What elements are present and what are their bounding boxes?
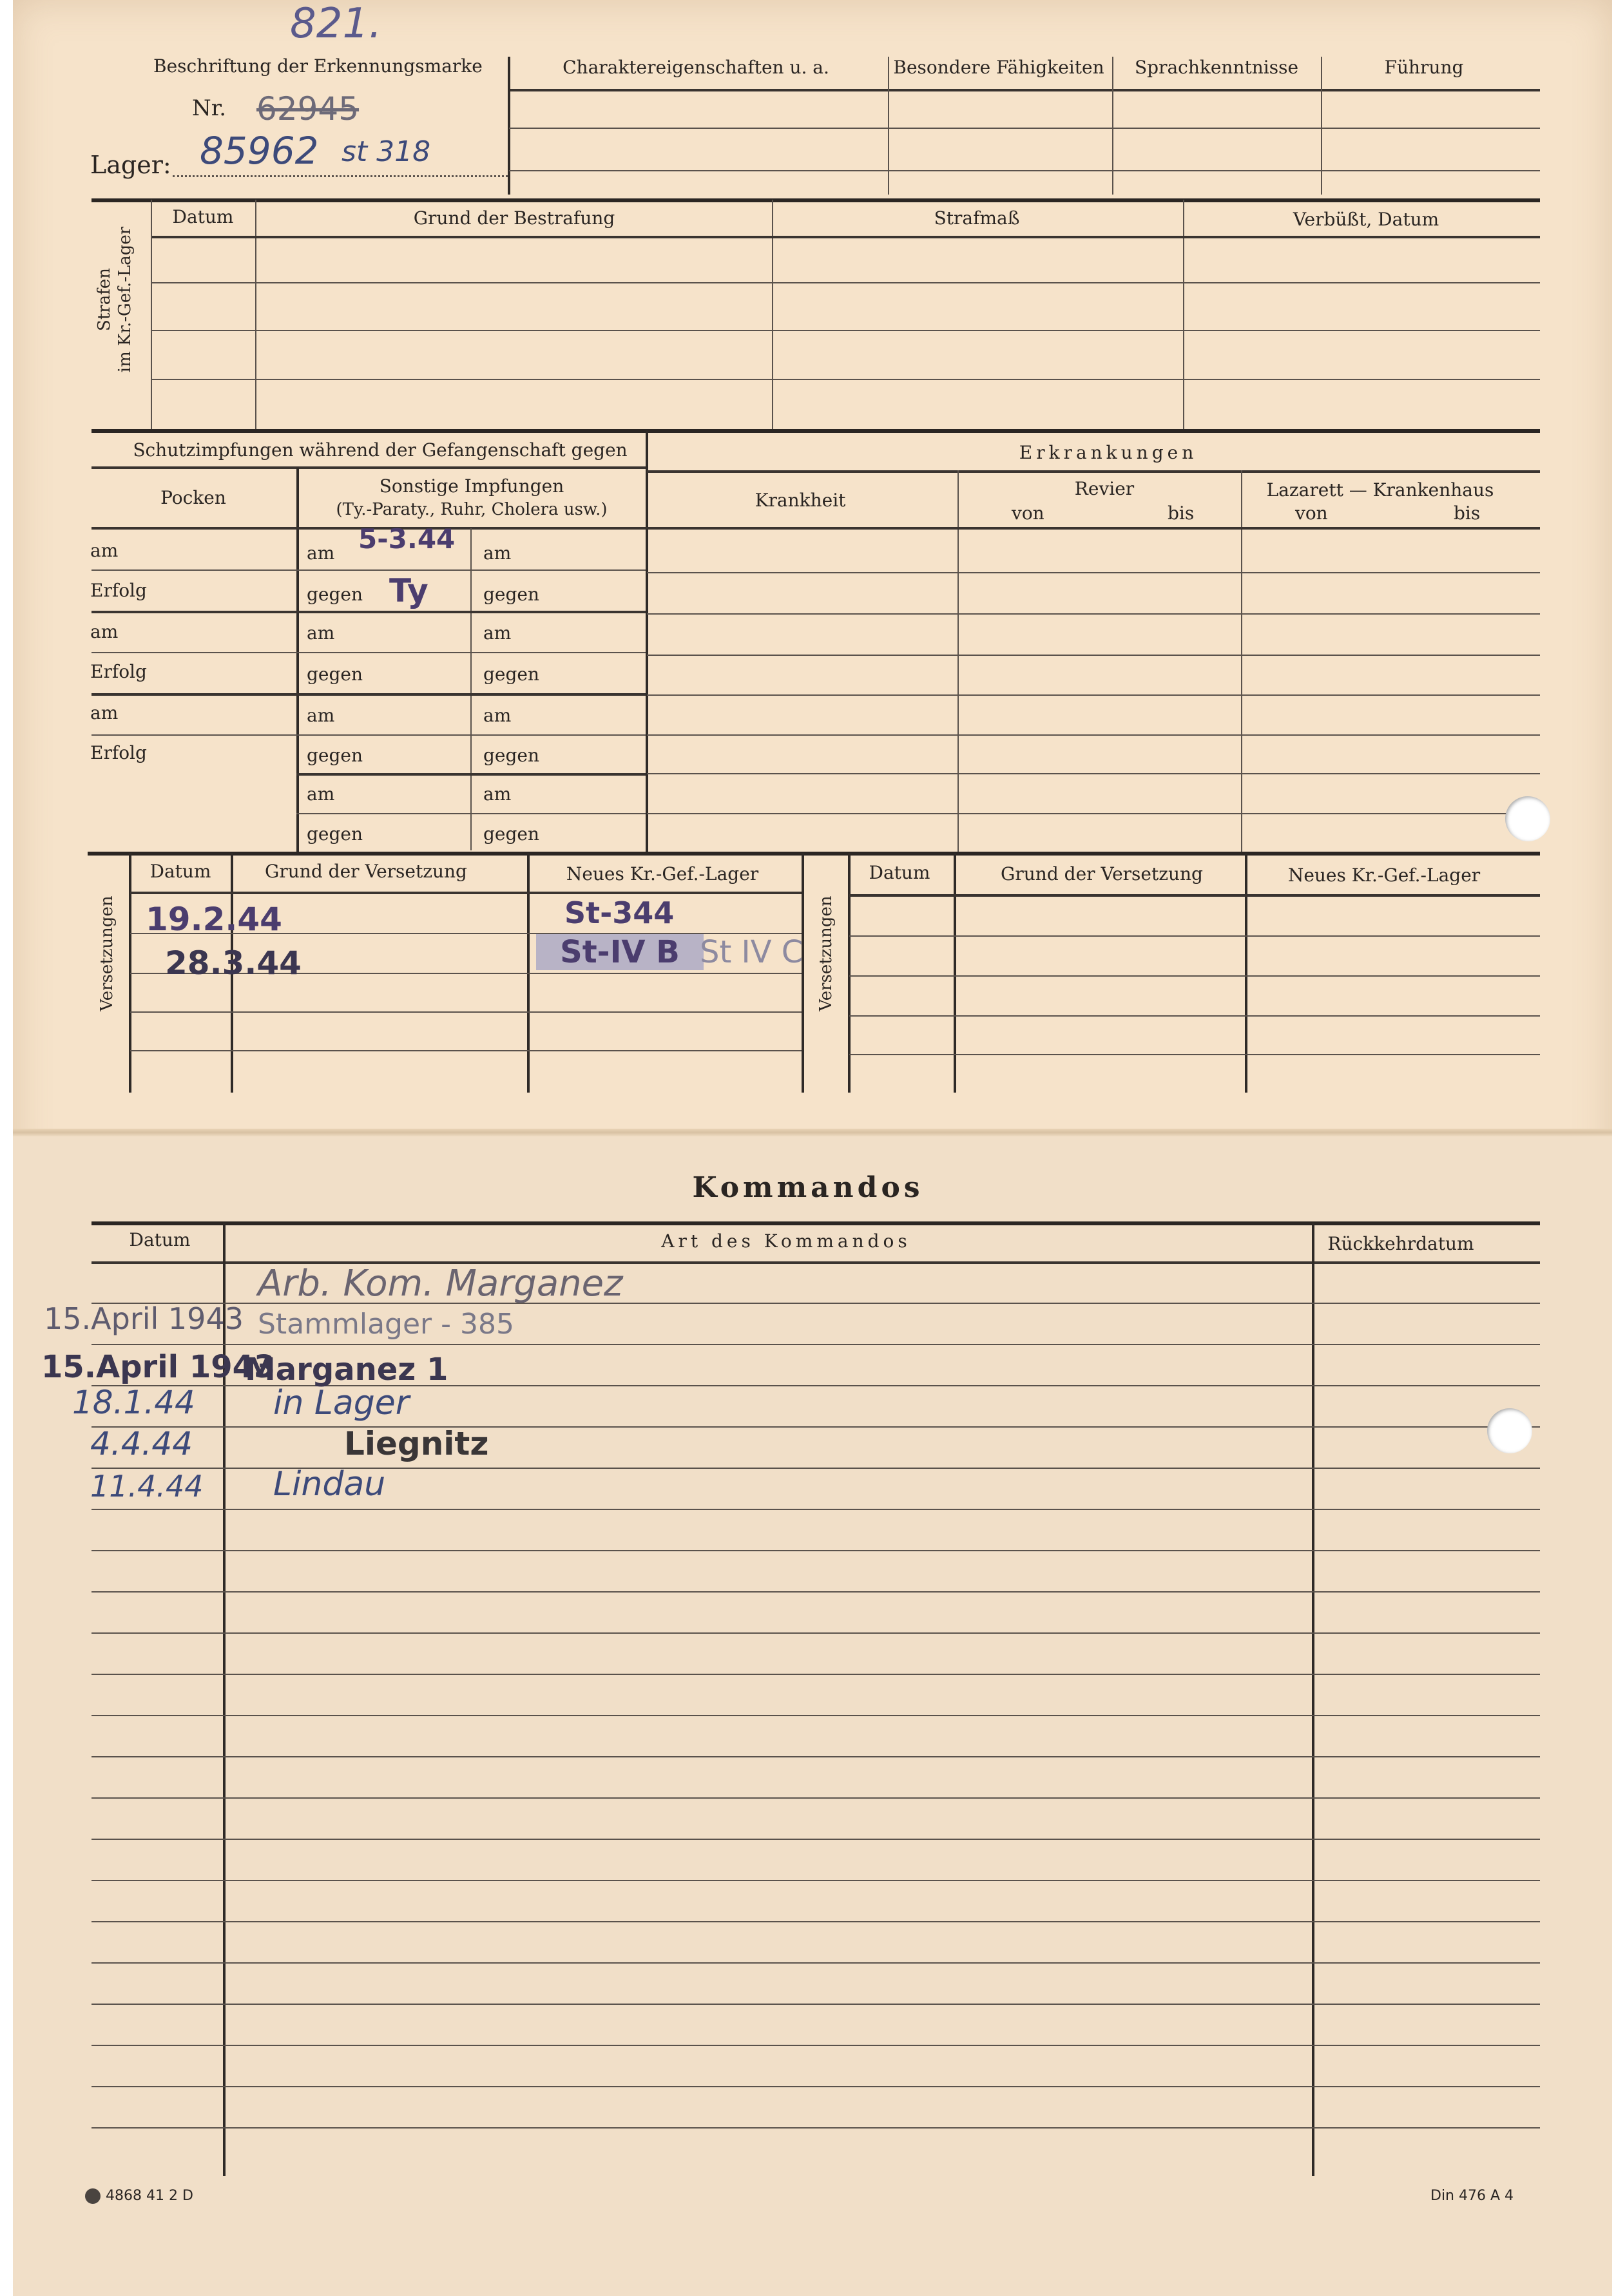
vers-right-lager: Neues Kr.-Gef.-Lager xyxy=(1287,865,1481,886)
vers-entry-1-lager: St-344 xyxy=(564,895,675,930)
kommando-note: Arb. Kom. Marganez xyxy=(258,1263,623,1305)
krankheit-label: Krankheit xyxy=(755,490,846,511)
erkennungsmarke-label: Beschriftung der Erkennungsmarke xyxy=(153,55,483,77)
kommandos-col-datum: Datum xyxy=(129,1229,191,1250)
pocken-erfolg-1: Erfolg xyxy=(90,580,147,601)
kommando-2-art: Marganez 1 xyxy=(245,1352,448,1388)
revier-label: Revier xyxy=(1074,478,1135,499)
header-divider xyxy=(508,57,510,195)
pocken-am-2: am xyxy=(90,621,119,642)
col-faehigkeiten: Besondere Fähigkeiten xyxy=(893,57,1104,78)
sonstige-types: (Ty.-Paraty., Ruhr, Cholera usw.) xyxy=(336,500,608,519)
header-rule xyxy=(509,89,1540,91)
vers-left-lager: Neues Kr.-Gef.-Lager xyxy=(566,863,759,885)
vers-right-grund: Grund der Versetzung xyxy=(1001,863,1203,885)
form-seal-icon xyxy=(85,2188,101,2204)
sonstige-am-3a: am xyxy=(307,705,335,726)
pocken-am-3: am xyxy=(90,702,119,723)
vers-entry-2-datum: 28.3.44 xyxy=(165,944,302,982)
sonstige-am-4b: am xyxy=(483,783,512,805)
impf-date-stamp: 5-3.44 xyxy=(358,523,456,555)
pocken-erfolg-3: Erfolg xyxy=(90,742,147,763)
lazarett-bis: bis xyxy=(1454,502,1481,524)
kommandos-section xyxy=(13,1136,1612,2296)
kommando-4-datum: 4.4.44 xyxy=(90,1425,193,1462)
sonstige-label: Sonstige Impfungen xyxy=(379,475,564,497)
strafen-top-rule xyxy=(91,198,1540,202)
kommando-1-art: Stammlager - 385 xyxy=(258,1308,514,1341)
sonstige-am-1a: am xyxy=(307,542,335,564)
kommandos-col-rueckkehr: Rückkehrdatum xyxy=(1327,1233,1474,1254)
sonstige-gegen-3a: gegen xyxy=(307,745,363,766)
strafen-side-label: Strafen im Kr.-Gef.-Lager xyxy=(95,226,135,373)
footer-left: 4868 41 2 D xyxy=(85,2188,193,2204)
vers-entry-1-datum: 19.2.44 xyxy=(146,901,282,938)
kommando-3-datum: 18.1.44 xyxy=(72,1384,195,1421)
nr-label: Nr. xyxy=(192,95,227,121)
sonstige-gegen-2a: gegen xyxy=(307,664,363,685)
footer-right: Din 476 A 4 xyxy=(1430,2188,1514,2204)
lager-dotted-line xyxy=(173,175,508,177)
kommandos-title: Kommandos xyxy=(692,1171,924,1204)
record-sheet xyxy=(13,0,1612,2296)
erkrankungen-title: Erkrankungen xyxy=(1019,442,1198,463)
sonstige-gegen-2b: gegen xyxy=(483,664,540,685)
kommando-5-art: Lindau xyxy=(273,1465,386,1504)
nr-top-mark: 821. xyxy=(290,0,382,48)
kommando-2-datum: 15.April 1943 xyxy=(41,1349,276,1385)
lager-label: Lager: xyxy=(90,151,171,179)
vers-left-datum: Datum xyxy=(149,861,211,882)
lager-suffix: st 318 xyxy=(341,135,431,168)
versetzungen-top-rule xyxy=(88,852,1540,856)
sonstige-gegen-1b: gegen xyxy=(483,584,540,605)
revier-von: von xyxy=(1012,502,1044,524)
impfungen-title: Schutzimpfungen während der Gefangenschaft gegen xyxy=(133,439,628,461)
col-fuehrung: Führung xyxy=(1384,57,1464,78)
sonstige-am-3b: am xyxy=(483,705,512,726)
kommando-5-datum: 11.4.44 xyxy=(90,1469,204,1504)
strafen-col-verbuesst: Verbüßt, Datum xyxy=(1293,209,1439,230)
strafen-col-strafmass: Strafmaß xyxy=(934,207,1020,229)
sonstige-am-4a: am xyxy=(307,783,335,805)
sonstige-gegen-4b: gegen xyxy=(483,823,540,845)
revier-bis: bis xyxy=(1168,502,1195,524)
punch-hole-upper xyxy=(1505,796,1550,841)
pocken-label: Pocken xyxy=(160,487,226,508)
impf-type-stamp: Ty xyxy=(389,572,428,609)
punch-hole-lower xyxy=(1487,1408,1532,1453)
col-charakter: Charaktereigenschaften u. a. xyxy=(563,57,829,78)
vers-left-grund: Grund der Versetzung xyxy=(265,861,467,882)
pocken-erfolg-2: Erfolg xyxy=(90,661,147,682)
nr-value: 62945 xyxy=(256,90,360,128)
strafen-col-datum: Datum xyxy=(172,206,234,227)
pocken-am-1: am xyxy=(90,540,119,561)
sonstige-am-2b: am xyxy=(483,622,512,644)
lazarett-label: Lazarett — Krankenhaus xyxy=(1266,479,1494,501)
sonstige-am-1b: am xyxy=(483,542,512,564)
lager-value: 85962 xyxy=(200,129,319,173)
sonstige-gegen-3b: gegen xyxy=(483,745,540,766)
kommandos-col-art: Art des Kommandos xyxy=(661,1230,911,1252)
strafen-col-grund: Grund der Bestrafung xyxy=(413,207,615,229)
col-sprachen: Sprachkenntnisse xyxy=(1134,57,1299,78)
kommando-4-art: Liegnitz xyxy=(344,1425,489,1462)
sonstige-am-2a: am xyxy=(307,622,335,644)
impfungen-top-rule xyxy=(91,429,1540,433)
versetzungen-side-left: Versetzungen xyxy=(97,895,117,1011)
versetzungen-side-right: Versetzungen xyxy=(816,895,836,1011)
sonstige-gegen-1a: gegen xyxy=(307,584,363,605)
vers-entry-2-lager: St-IV B xyxy=(536,934,704,970)
kommando-3-art: in Lager xyxy=(273,1384,410,1422)
vers-right-datum: Datum xyxy=(869,862,930,883)
sonstige-gegen-4a: gegen xyxy=(307,823,363,845)
vers-entry-2-lager-alt: St IV C xyxy=(700,934,803,970)
paper-fold xyxy=(13,1129,1612,1136)
kommando-1-datum: 15.April 1943 xyxy=(44,1301,244,1336)
lazarett-von: von xyxy=(1295,502,1328,524)
